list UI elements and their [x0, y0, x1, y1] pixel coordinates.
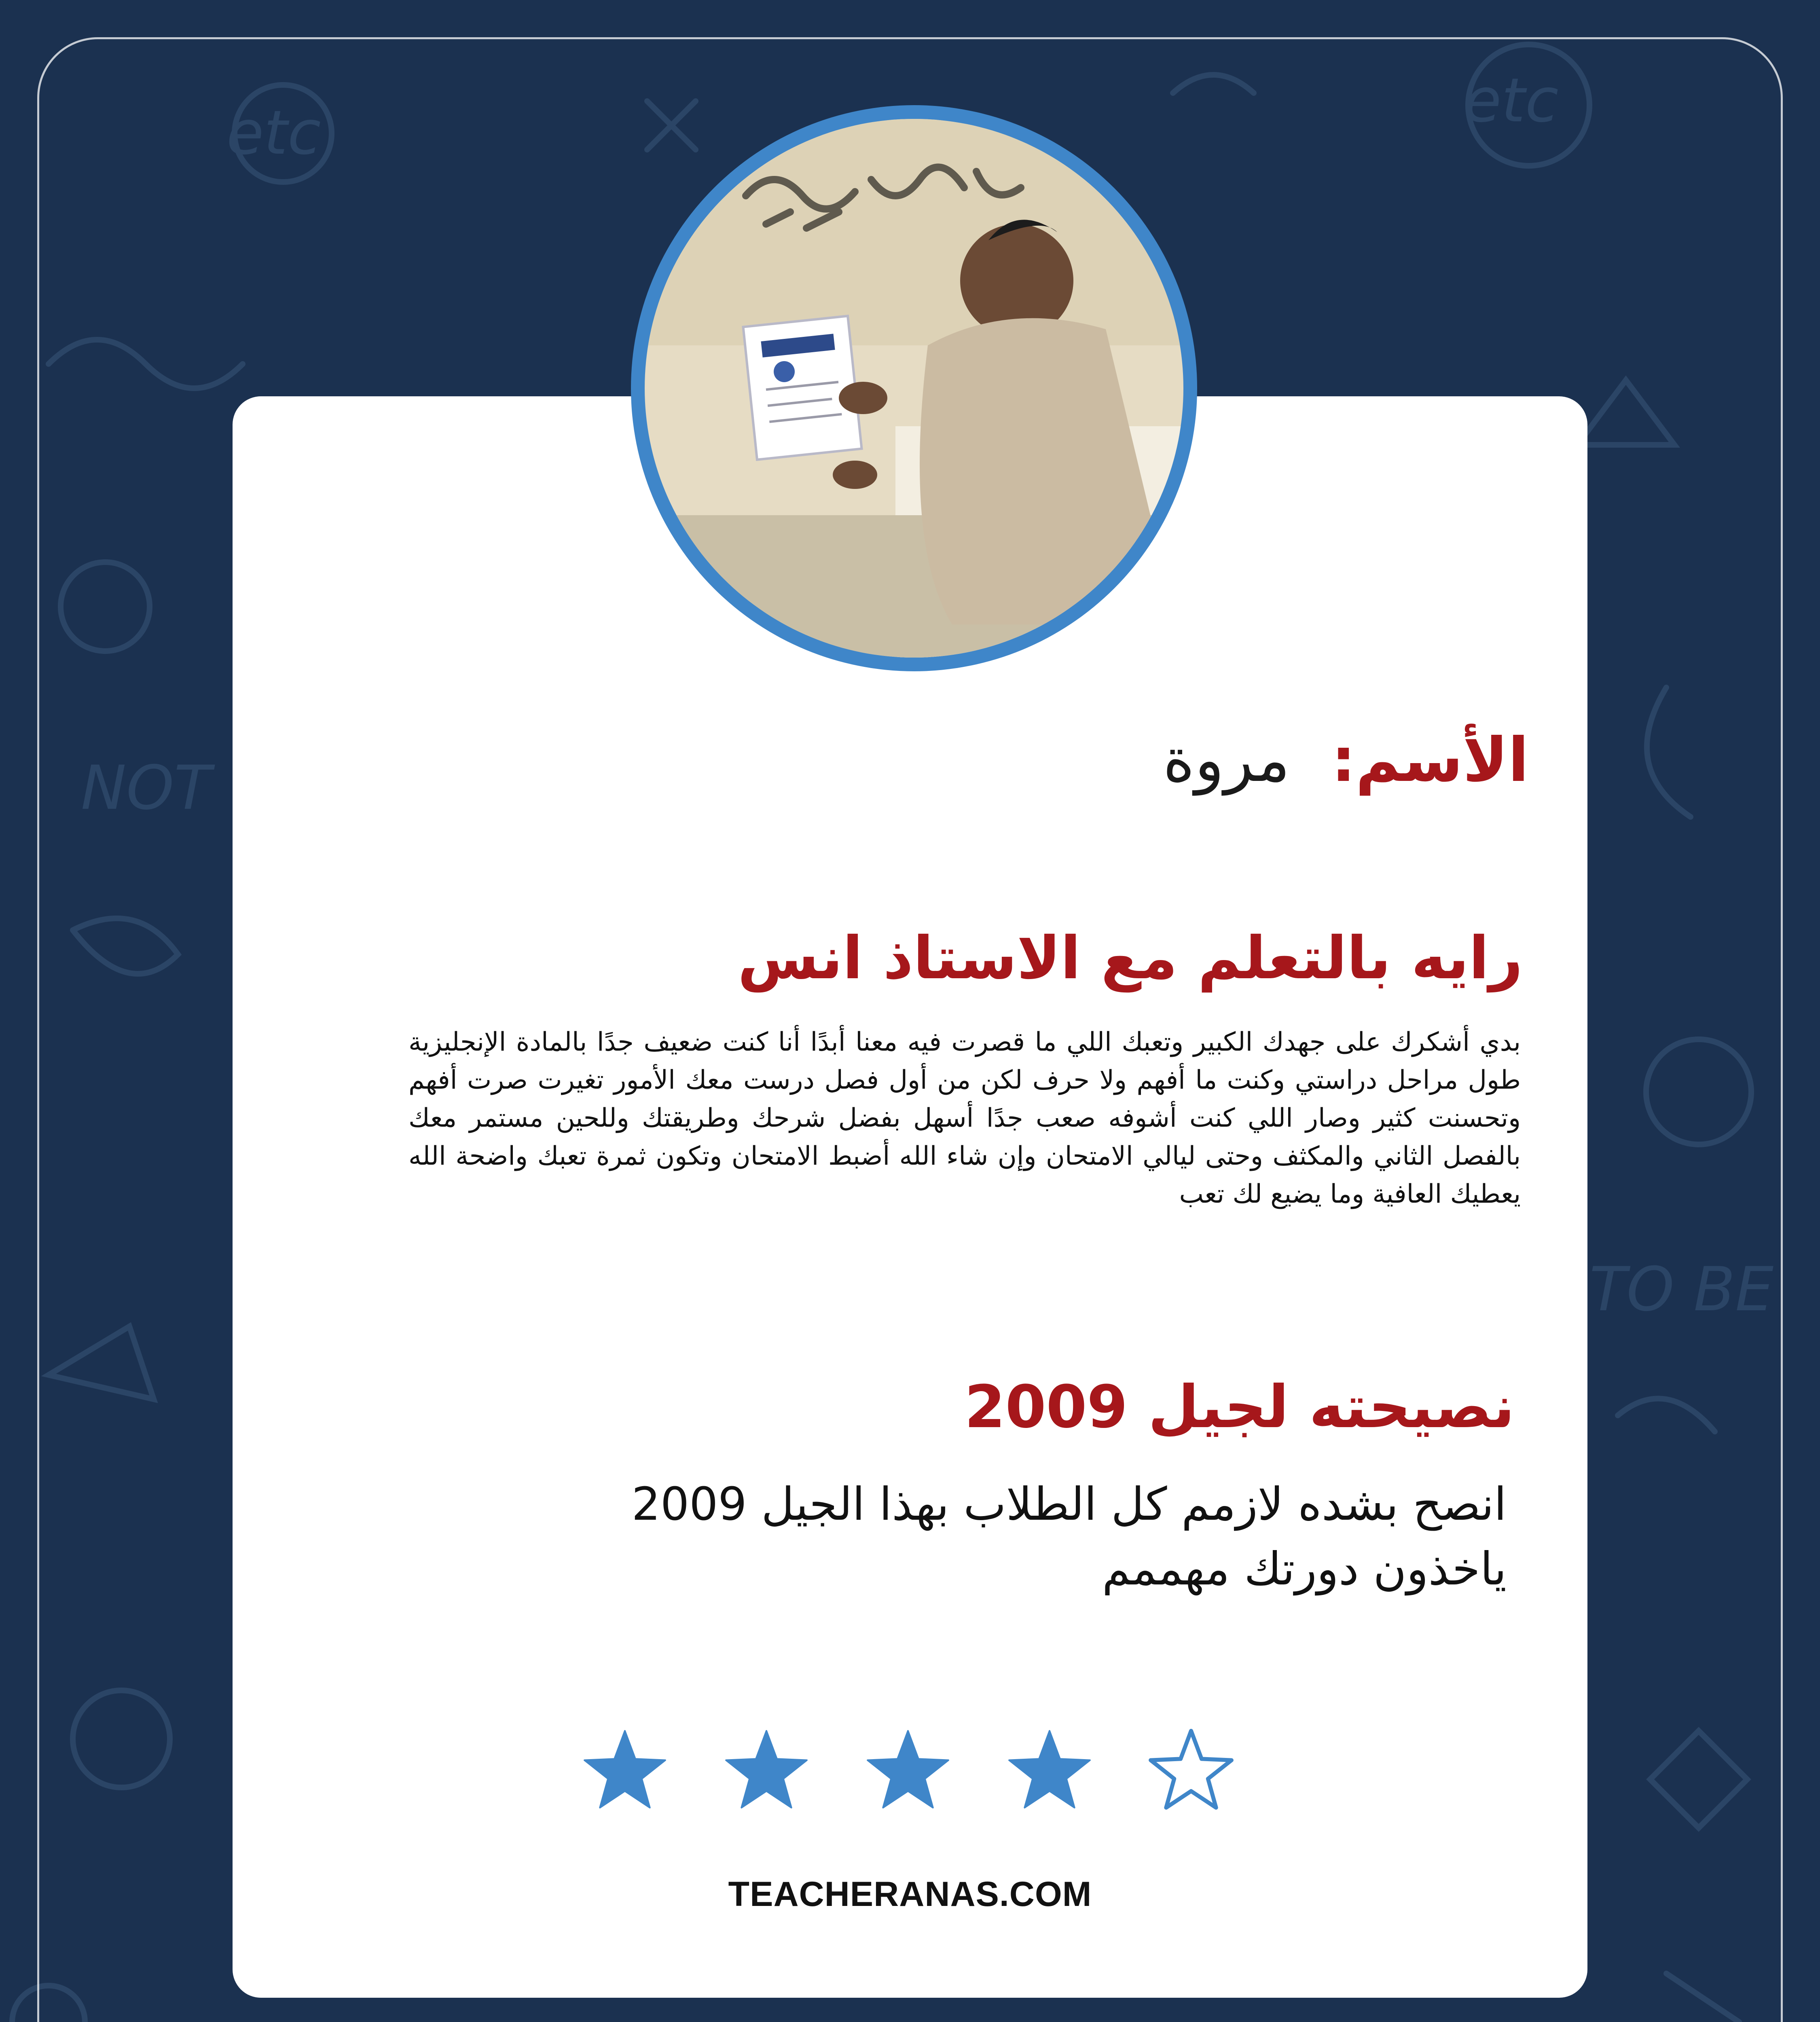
name-label: الأسم: — [1331, 725, 1529, 795]
advice-text — [415, 1472, 1507, 1601]
student-name: مروة — [1163, 725, 1290, 795]
student-name-row — [518, 716, 1529, 805]
avatar-ring — [631, 105, 1197, 671]
star-filled-icon — [1009, 1731, 1090, 1808]
star-outline-icon — [1151, 1731, 1232, 1808]
star-filled-icon — [868, 1731, 948, 1808]
doodle-text: etc — [226, 98, 321, 168]
student-photo — [645, 119, 1183, 658]
advice-line-2: ياخذون دورتك مهممم — [1102, 1543, 1507, 1595]
doodle-text: NOT — [81, 753, 211, 823]
star-filled-icon — [584, 1731, 665, 1808]
advice-heading: نصيحته لجيل 2009 — [964, 1373, 1515, 1441]
doodle-text: TO BE — [1589, 1254, 1774, 1325]
opinion-text: بدي أشكرك على جهدك الكبير وتعبك اللي ما قصرت فيه معنا أبدًا أنا كنت ضعيف جدًا بالمادة الإنجليزية طول مراحل دراستي وكنت ما أفهم ولا حرف لكن من أول فصل درست معك الأمور تغيرت صرت أفهم وتحسنت كثير وصار اللي كنت أشوفه صعب جدًا أسهل بفضل شرحك وطريقتك وللحين مستمر معك بالفصل الثاني والمكثف وحتى ليالي الامتحان وإن شاء الله أضبط الامتحان وتكون ثمرة تعبك واضحة الله يعطيك العافية وما يضيع لك تعب — [408, 1027, 1521, 1209]
advice-line-1: انصح بشده لازمم كل الطلاب بهذا الجيل 2009 — [631, 1478, 1507, 1531]
opinion-heading: رايه بالتعلم مع الاستاذ انس — [737, 924, 1523, 992]
website-url: TEACHERANAS.COM — [728, 1875, 1092, 1914]
rating-stars — [578, 1727, 1242, 1820]
doodle-text: etc — [1464, 66, 1559, 136]
star-filled-icon — [726, 1731, 807, 1808]
